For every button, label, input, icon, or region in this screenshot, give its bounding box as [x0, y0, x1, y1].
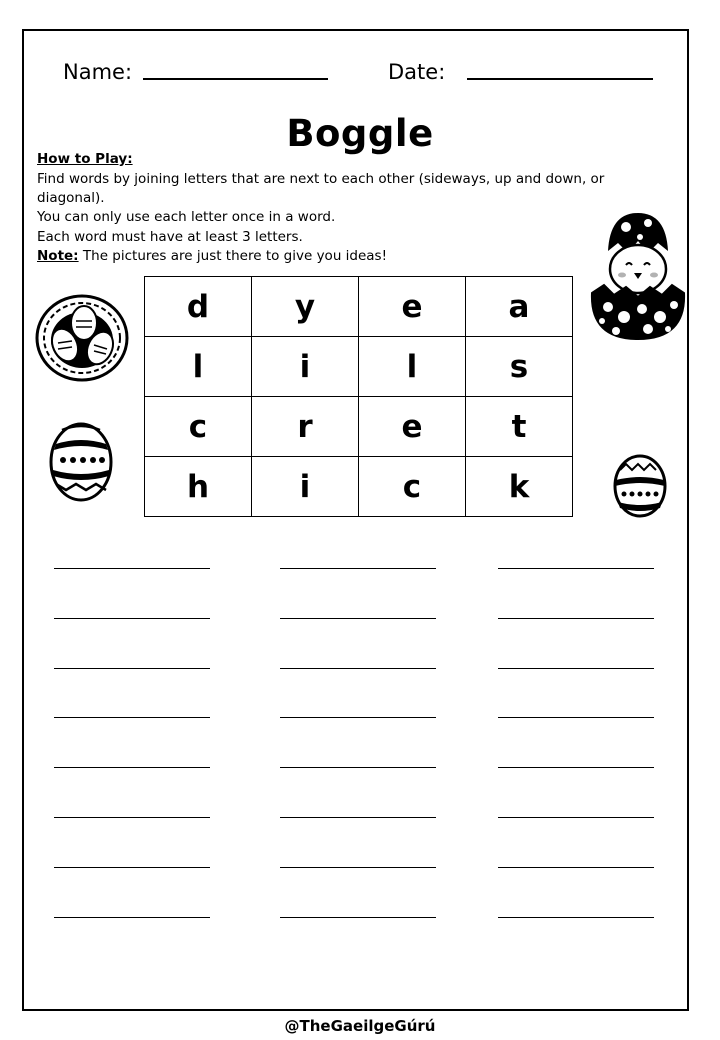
- page-title: Boggle: [286, 112, 434, 155]
- egg-nest-icon: [34, 293, 130, 383]
- note-text: The pictures are just there to give you ideas!: [78, 248, 388, 264]
- boggle-grid: [144, 276, 573, 517]
- note-line: [37, 247, 387, 266]
- answer-line[interactable]: [498, 767, 654, 768]
- answer-line[interactable]: [498, 568, 654, 569]
- answer-line[interactable]: [498, 817, 654, 818]
- answer-line[interactable]: [498, 668, 654, 669]
- grid-cell[interactable]: s: [466, 337, 573, 397]
- instruction-line-2: diagonal).: [37, 190, 105, 206]
- answer-line[interactable]: [54, 668, 210, 669]
- answer-line[interactable]: [280, 817, 436, 818]
- grid-cell[interactable]: c: [359, 457, 466, 517]
- answer-line[interactable]: [498, 618, 654, 619]
- footer-credit: @TheGaeilgeGúrú: [284, 1017, 436, 1035]
- answer-line[interactable]: [498, 717, 654, 718]
- how-to-play-heading: How to Play:: [37, 151, 133, 167]
- grid-cell[interactable]: e: [359, 277, 466, 337]
- hatching-chick-icon: [588, 211, 688, 343]
- grid-cell[interactable]: l: [145, 337, 252, 397]
- answer-line[interactable]: [54, 917, 210, 918]
- instruction-line-3: You can only use each letter once in a word.: [37, 209, 336, 225]
- answer-line[interactable]: [54, 618, 210, 619]
- answer-line[interactable]: [498, 917, 654, 918]
- answer-line[interactable]: [54, 717, 210, 718]
- small-easter-egg-icon: [612, 450, 668, 518]
- answer-line[interactable]: [280, 867, 436, 868]
- answer-line[interactable]: [54, 568, 210, 569]
- grid-cell[interactable]: i: [252, 457, 359, 517]
- instruction-line-1: Find words by joining letters that are next to each other (sideways, up and down, or: [37, 171, 605, 187]
- date-field[interactable]: [467, 78, 653, 80]
- grid-cell[interactable]: l: [359, 337, 466, 397]
- note-label: Note:: [37, 248, 79, 264]
- answer-line[interactable]: [280, 717, 436, 718]
- date-label: Date:: [388, 60, 446, 84]
- answer-line[interactable]: [280, 568, 436, 569]
- answer-line[interactable]: [280, 767, 436, 768]
- grid-cell[interactable]: r: [252, 397, 359, 457]
- grid-cell[interactable]: a: [466, 277, 573, 337]
- answer-line[interactable]: [54, 867, 210, 868]
- name-label: Name:: [63, 60, 133, 84]
- striped-easter-egg-icon: [48, 418, 114, 502]
- answer-line[interactable]: [54, 767, 210, 768]
- answer-line[interactable]: [280, 618, 436, 619]
- answer-line[interactable]: [280, 668, 436, 669]
- grid-cell[interactable]: e: [359, 397, 466, 457]
- grid-cell[interactable]: k: [466, 457, 573, 517]
- instruction-line-4: Each word must have at least 3 letters.: [37, 229, 303, 245]
- name-field[interactable]: [143, 78, 328, 80]
- grid-cell[interactable]: y: [252, 277, 359, 337]
- grid-cell[interactable]: d: [145, 277, 252, 337]
- grid-cell[interactable]: i: [252, 337, 359, 397]
- grid-cell[interactable]: h: [145, 457, 252, 517]
- answer-line[interactable]: [280, 917, 436, 918]
- grid-cell[interactable]: t: [466, 397, 573, 457]
- answer-line[interactable]: [498, 867, 654, 868]
- answer-line[interactable]: [54, 817, 210, 818]
- grid-cell[interactable]: c: [145, 397, 252, 457]
